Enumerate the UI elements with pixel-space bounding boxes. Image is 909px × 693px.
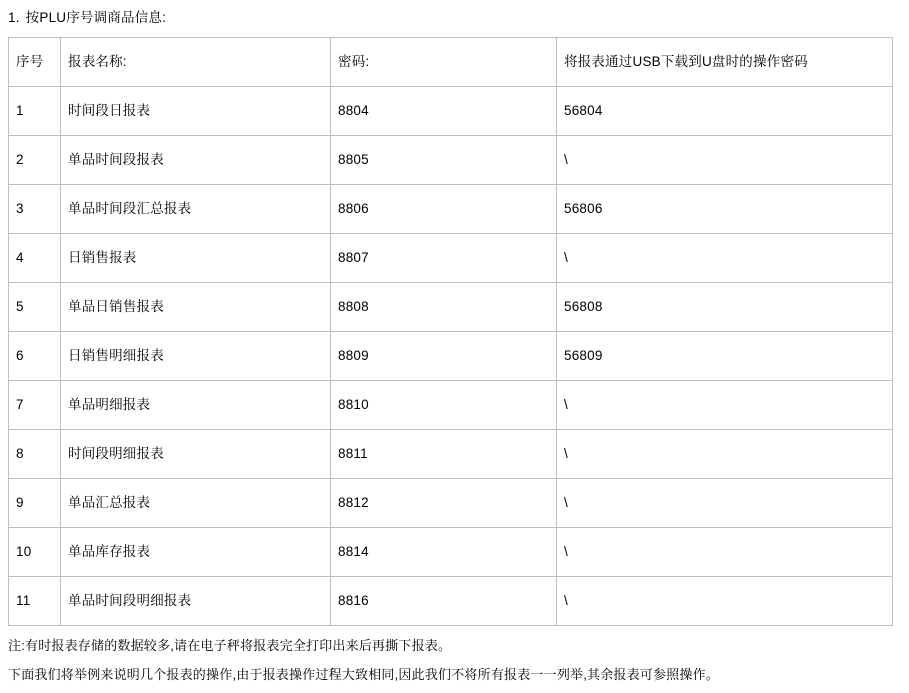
table-row	[9, 332, 893, 381]
cell-index: 6	[9, 332, 61, 381]
cell-index: 4	[9, 234, 61, 283]
cell-usb-password: 56804	[557, 87, 893, 136]
table-row	[9, 234, 893, 283]
table-row	[9, 87, 893, 136]
table-row	[9, 283, 893, 332]
report-code-table	[8, 37, 893, 626]
cell-password: 8816	[331, 577, 557, 626]
cell-password: 8807	[331, 234, 557, 283]
cell-password: 8809	[331, 332, 557, 381]
table-row	[9, 577, 893, 626]
cell-usb-password: \	[557, 577, 893, 626]
cell-report-name: 日销售报表	[61, 234, 331, 283]
cell-password: 8808	[331, 283, 557, 332]
cell-password: 8811	[331, 430, 557, 479]
cell-usb-password: \	[557, 381, 893, 430]
cell-index: 11	[9, 577, 61, 626]
cell-index: 3	[9, 185, 61, 234]
intro-heading	[8, 8, 166, 28]
cell-index: 5	[9, 283, 61, 332]
cell-report-name: 时间段日报表	[61, 87, 331, 136]
cell-password: 8806	[331, 185, 557, 234]
cell-usb-password: \	[557, 136, 893, 185]
table-row	[9, 479, 893, 528]
table-header-row	[9, 38, 893, 87]
cell-report-name: 单品时间段报表	[61, 136, 331, 185]
intro-text: 按PLU序号调商品信息:	[25, 10, 167, 25]
column-header-usb-password: 将报表通过USB下载到U盘时的操作密码	[557, 38, 893, 87]
cell-password: 8804	[331, 87, 557, 136]
column-header-index: 序号	[9, 38, 61, 87]
cell-index: 7	[9, 381, 61, 430]
cell-index: 9	[9, 479, 61, 528]
cell-index: 10	[9, 528, 61, 577]
table-row	[9, 185, 893, 234]
intro-number: 1.	[8, 10, 20, 25]
cell-password: 8810	[331, 381, 557, 430]
cell-index: 8	[9, 430, 61, 479]
table-row	[9, 136, 893, 185]
footer-paragraph: 下面我们将举例来说明几个报表的操作,由于报表操作过程大致相同,因此我们不将所有报表一一列举,其余报表可参照操作。	[8, 667, 720, 682]
cell-index: 2	[9, 136, 61, 185]
cell-usb-password: \	[557, 528, 893, 577]
cell-report-name: 单品时间段明细报表	[61, 577, 331, 626]
cell-report-name: 单品明细报表	[61, 381, 331, 430]
cell-password: 8805	[331, 136, 557, 185]
table-row	[9, 528, 893, 577]
column-header-password: 密码:	[331, 38, 557, 87]
column-header-report-name: 报表名称:	[61, 38, 331, 87]
cell-usb-password: \	[557, 234, 893, 283]
cell-usb-password: \	[557, 430, 893, 479]
cell-usb-password: \	[557, 479, 893, 528]
table-note: 注:有时报表存储的数据较多,请在电子秤将报表完全打印出来后再撕下报表。	[8, 638, 452, 653]
cell-report-name: 单品汇总报表	[61, 479, 331, 528]
cell-usb-password: 56806	[557, 185, 893, 234]
cell-report-name: 日销售明细报表	[61, 332, 331, 381]
cell-password: 8812	[331, 479, 557, 528]
table-row	[9, 430, 893, 479]
table-row	[9, 381, 893, 430]
cell-usb-password: 56808	[557, 283, 893, 332]
cell-usb-password: 56809	[557, 332, 893, 381]
cell-report-name: 单品时间段汇总报表	[61, 185, 331, 234]
cell-report-name: 单品库存报表	[61, 528, 331, 577]
cell-report-name: 时间段明细报表	[61, 430, 331, 479]
cell-index: 1	[9, 87, 61, 136]
cell-report-name: 单品日销售报表	[61, 283, 331, 332]
cell-password: 8814	[331, 528, 557, 577]
